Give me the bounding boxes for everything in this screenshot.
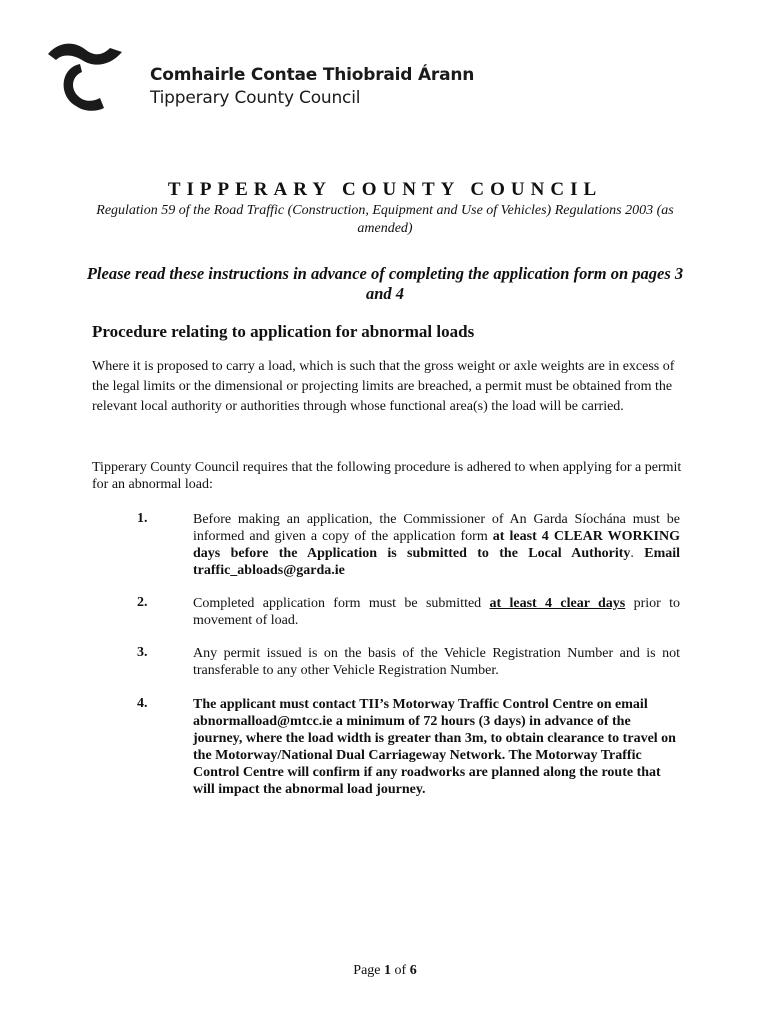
item-number: 2. [137,595,148,610]
org-name-irish: Comhairle Contae Thiobraid Árann [150,65,475,85]
item-number: 3. [137,645,148,660]
regulation-subtitle: Regulation 59 of the Road Traffic (Construction, Equipment and Use of Vehicles) Regulations 2003 (as amended) [96,203,674,236]
item-text: Any permit issued is on the basis of the Vehicle Registration Number and is not transferable to any other Vehicle Registration Number. [193,646,680,678]
document-title: TIPPERARY COUNTY COUNCIL [167,179,603,200]
page-footer: Page 1 of 6 [353,963,417,978]
item-number: 1. [137,511,148,526]
item-text: The applicant must contact TII’s Motorway Traffic Control Centre on email abnormalload@mtcc.ie a minimum of 72 hours (3 days) in advance of the journey, where the load width is greater than 3m, to obtain clearance to travel on the Motorway/National Dual Carriageway Network. The Motorway Traffic Control Centre will confirm if any roadworks are planned along the route that will impact the abnormal load journey. [193,697,676,797]
current-page: 1 [384,963,392,978]
org-name-english: Tipperary County Council [150,88,361,108]
item-number: 4. [137,696,148,711]
procedure-paragraph: Tipperary County Council requires that the following procedure is adhered to when applying for a permit for an abnormal load: [92,460,682,492]
total-pages: 6 [409,963,417,978]
section-heading: Procedure relating to application for abnormal loads [92,322,475,341]
instructions-notice: Please read these instructions in advance of completing the application form on pages 3 and 4 [86,264,684,303]
item-text: Completed application form must be submitted at least 4 clear days prior to movement of load. [193,596,681,628]
intro-paragraph: Where it is proposed to carry a load, which is such that the gross weight or axle weights are in excess of the legal limits or the dimensional or projecting limits are breached, a permit must be obtained from the relevant local authority or authorities through whose functional area(s) the load will be carried. [92,359,675,414]
council-logo [44,40,140,120]
item-text: Before making an application, the Commissioner of An Garda Síochána must be informed and given a copy of the application form at least 4 CLEAR WORKING days before the Application is submitted to the Local Authority. Email traffic_abloads@garda.ie [193,512,681,578]
